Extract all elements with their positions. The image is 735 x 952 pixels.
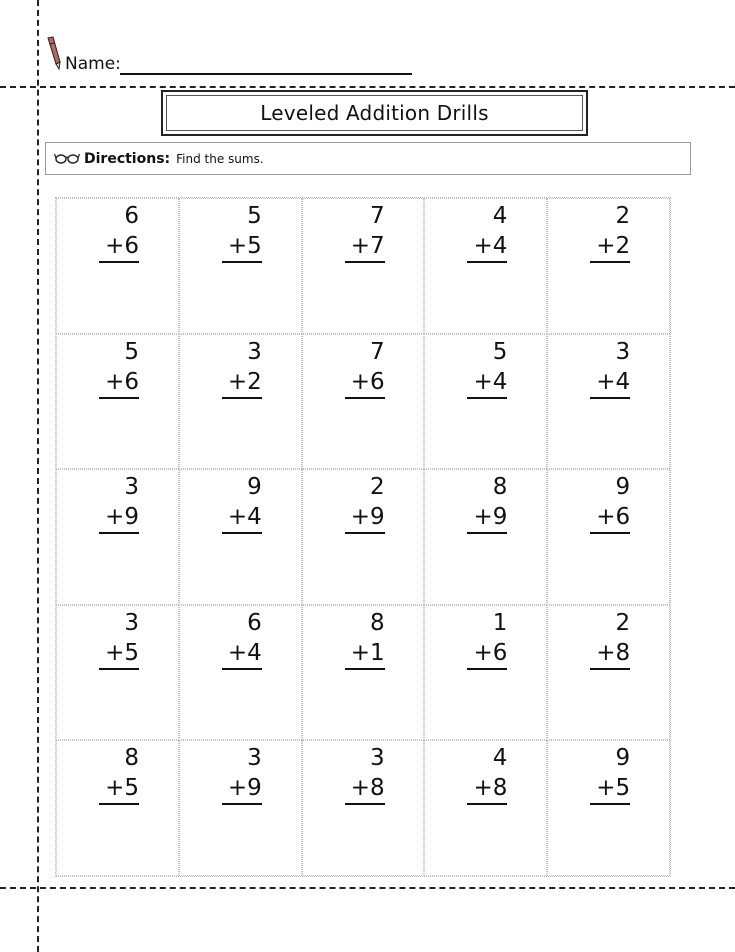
addition-problem [590, 472, 630, 534]
addition-problem [590, 201, 630, 263]
problems-grid [55, 197, 671, 877]
problem-cell[interactable] [56, 740, 179, 876]
top-addend: 1 [492, 609, 508, 636]
bottom-addend: +6 [345, 368, 385, 399]
top-addend: 8 [492, 474, 508, 501]
bottom-guide-line [0, 887, 735, 889]
top-addend: 3 [247, 338, 262, 365]
addition-problem [222, 608, 262, 670]
problem-cell[interactable] [56, 605, 179, 741]
top-addend: 3 [247, 745, 262, 772]
problem-cell[interactable] [302, 740, 425, 876]
bottom-addend: +5 [222, 232, 262, 263]
top-addend: 2 [615, 609, 631, 636]
addition-problem [467, 201, 507, 263]
directions-label: Directions: [84, 150, 171, 167]
top-addend: 9 [247, 474, 262, 501]
bottom-addend: +4 [222, 503, 262, 534]
top-addend: 6 [247, 609, 262, 636]
bottom-addend: +4 [467, 368, 507, 399]
addition-problem [590, 743, 630, 805]
problem-cell[interactable] [56, 469, 179, 605]
problem-cell[interactable] [56, 198, 179, 334]
addition-problem [345, 743, 385, 805]
top-addend: 5 [492, 338, 508, 365]
bottom-addend: +8 [345, 774, 385, 805]
name-write-line[interactable] [120, 73, 412, 75]
bottom-addend: +6 [590, 503, 630, 534]
top-addend: 3 [124, 474, 139, 501]
problem-cell[interactable] [547, 469, 670, 605]
top-addend: 6 [124, 203, 139, 229]
bottom-addend: +9 [467, 503, 507, 534]
problem-cell[interactable] [424, 469, 547, 605]
bottom-addend: +6 [467, 639, 507, 670]
addition-problem [345, 201, 385, 263]
addition-problem [467, 472, 507, 534]
bottom-addend: +5 [99, 639, 139, 670]
problem-cell[interactable] [302, 605, 425, 741]
problem-cell[interactable] [179, 605, 302, 741]
top-guide-line [0, 86, 735, 88]
bottom-addend: +4 [590, 368, 630, 399]
addition-problem [99, 472, 139, 534]
top-addend: 7 [369, 338, 385, 365]
bottom-addend: +4 [222, 639, 262, 670]
top-addend: 2 [369, 474, 385, 501]
top-addend: 7 [369, 203, 385, 229]
addition-problem [99, 201, 139, 263]
addition-problem [467, 337, 507, 399]
problem-cell[interactable] [424, 198, 547, 334]
problem-cell[interactable] [547, 740, 670, 876]
addition-problem [99, 608, 139, 670]
bottom-addend: +9 [345, 503, 385, 534]
problem-cell[interactable] [302, 198, 425, 334]
addition-problem [222, 337, 262, 399]
top-addend: 8 [124, 745, 139, 772]
directions-text: Find the sums. [176, 151, 264, 166]
addition-problem [467, 608, 507, 670]
top-addend: 5 [124, 338, 139, 365]
directions-bar [45, 142, 691, 175]
bottom-addend: +6 [99, 368, 139, 399]
problem-cell[interactable] [179, 740, 302, 876]
addition-problem [590, 337, 630, 399]
top-addend: 4 [492, 745, 508, 772]
top-addend: 4 [492, 203, 508, 229]
worksheet-title: Leveled Addition Drills [260, 101, 489, 125]
bottom-addend: +8 [590, 639, 630, 670]
bottom-addend: +6 [99, 232, 139, 263]
addition-problem [467, 743, 507, 805]
pencil-icon [44, 36, 64, 72]
bottom-addend: +9 [222, 774, 262, 805]
bottom-addend: +1 [345, 639, 385, 670]
top-addend: 3 [369, 745, 385, 772]
problem-cell[interactable] [424, 334, 547, 470]
title-inner-frame [166, 95, 583, 131]
name-row [44, 36, 424, 76]
problem-cell[interactable] [547, 334, 670, 470]
top-addend: 3 [124, 609, 139, 636]
glasses-icon [54, 151, 80, 165]
problem-cell[interactable] [424, 605, 547, 741]
top-addend: 3 [615, 338, 631, 365]
addition-problem [590, 608, 630, 670]
addition-problem [345, 608, 385, 670]
problem-cell[interactable] [56, 334, 179, 470]
top-addend: 8 [369, 609, 385, 636]
top-addend: 9 [615, 745, 631, 772]
bottom-addend: +8 [467, 774, 507, 805]
bottom-addend: +4 [467, 232, 507, 263]
top-addend: 9 [615, 474, 631, 501]
problem-cell[interactable] [424, 740, 547, 876]
problem-cell[interactable] [547, 605, 670, 741]
addition-problem [345, 472, 385, 534]
addition-problem [222, 201, 262, 263]
addition-problem [99, 337, 139, 399]
addition-problem [99, 743, 139, 805]
top-addend: 2 [615, 203, 631, 229]
bottom-addend: +7 [345, 232, 385, 263]
problem-cell[interactable] [179, 334, 302, 470]
problem-cell[interactable] [302, 469, 425, 605]
addition-problem [222, 472, 262, 534]
title-box [161, 90, 588, 136]
left-margin-guide-line [37, 0, 39, 952]
addition-problem [222, 743, 262, 805]
bottom-addend: +5 [99, 774, 139, 805]
bottom-addend: +2 [590, 232, 630, 263]
problem-cell[interactable] [547, 198, 670, 334]
problem-cell[interactable] [302, 334, 425, 470]
problem-cell[interactable] [179, 198, 302, 334]
problem-cell[interactable] [179, 469, 302, 605]
name-label: Name: [65, 54, 121, 74]
bottom-addend: +2 [222, 368, 262, 399]
bottom-addend: +5 [590, 774, 630, 805]
addition-problem [345, 337, 385, 399]
bottom-addend: +9 [99, 503, 139, 534]
top-addend: 5 [247, 203, 262, 229]
